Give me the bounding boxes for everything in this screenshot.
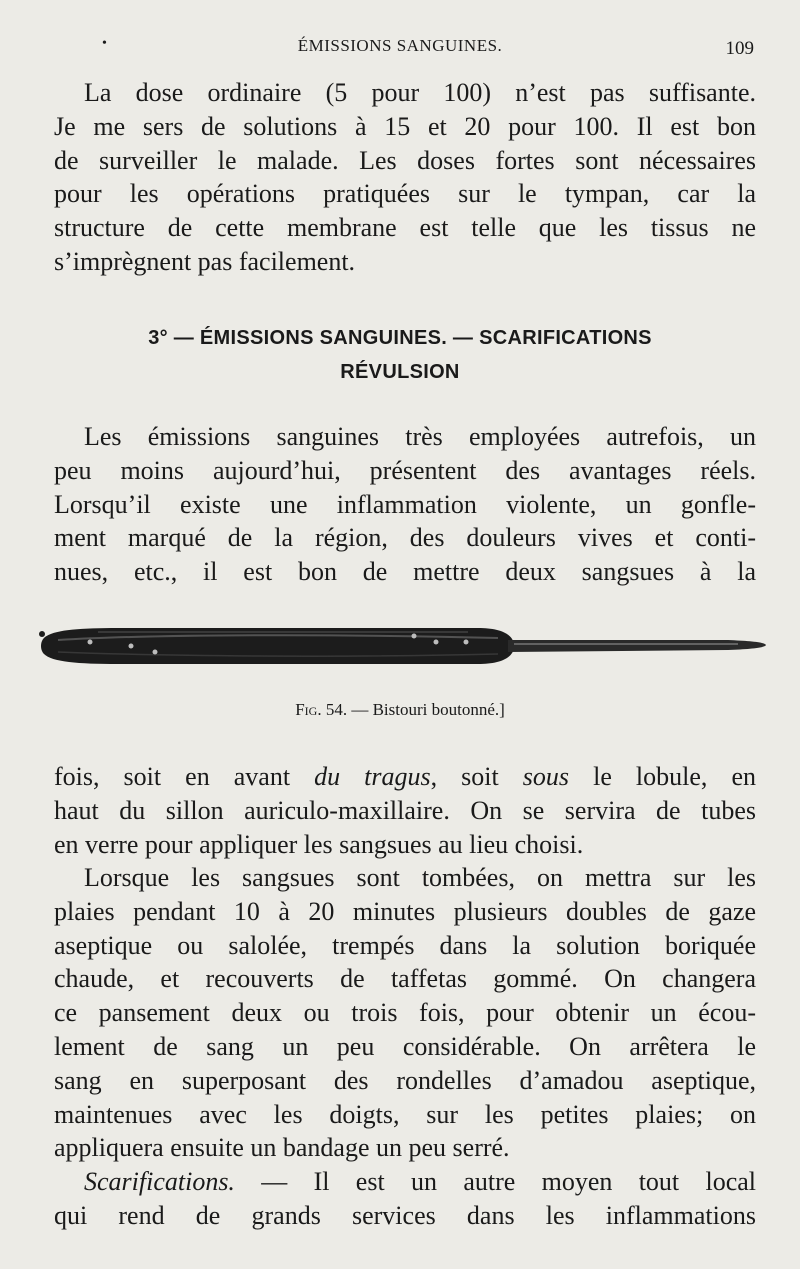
scalpel-illustration [38,620,770,674]
italic-text: du tragus [314,762,431,791]
italic-text: sous [522,762,570,791]
text-line: aseptique ou salolée, trempés dans la solution boriquée [54,930,756,960]
text-run: le lobule, en [569,762,756,791]
text-line: de surveiller le malade. Les doses fortes sont nécessaires [54,145,756,175]
text-line [54,1165,756,1199]
figure-caption-text: — Bistouri boutonné.] [351,700,505,719]
text-line: qui rend de grands services dans les inflammations [54,1200,756,1230]
text-line: chaude, et recouverts de taffetas gommé. On changera [54,964,756,994]
text-line: maintenues avec les doigts, sur les petites plaies; on [54,1099,756,1129]
running-head [0,36,800,60]
text-line: Les émissions sanguines très employées autrefois, un [84,422,756,451]
text-line: ment marqué de la région, des douleurs vives et conti- [54,523,756,553]
text-line: appliquera ensuite un bandage un peu serré. [54,1133,510,1163]
section-heading-line-2: RÉVULSION [340,361,460,383]
text-line: structure de cette membrane est telle que les tissus ne [54,213,756,243]
text-line: peu moins aujourd’hui, présentent des avantages réels. [54,455,756,485]
paragraph-dose [54,76,756,279]
text-run: — Il est un autre moyen tout local [234,1167,756,1196]
figure-caption [0,700,800,720]
text-line: en verre pour appliquer les sangsues au lieu choisi. [54,829,584,859]
text-run: fois, soit en avant [54,762,315,791]
text-line: haut du sillon auriculo-maxillaire. On se servira de tubes [54,795,756,825]
figure-number: Fig. 54. [295,700,348,719]
text-line: lement de sang un peu considérable. On arrêtera le [54,1031,756,1061]
paragraph-leech-placement [54,760,756,861]
italic-text: Scarifications. [84,1167,235,1196]
paragraph-leeches-fallen [54,861,756,1165]
text-line: Lorsqu’il existe une inflammation violente, un gonfle- [54,489,756,519]
text-run: , soit [430,762,523,791]
text-line: plaies pendant 10 à 20 minutes plusieurs doubles de gaze [54,896,756,926]
text-line: sang en superposant des rondelles d’amadou aseptique, [54,1065,756,1095]
running-title: ÉMISSIONS SANGUINES. [297,36,503,55]
text-line [54,760,756,794]
text-line: nues, etc., il est bon de mettre deux sangsues à la [54,557,756,587]
paragraph-scarifications [54,1165,756,1233]
text-line: ce pansement deux ou trois fois, pour obtenir un écou- [54,998,756,1028]
paragraph-emissions [54,420,756,589]
text-line: La dose ordinaire (5 pour 100) n’est pas suffisante. [84,78,756,107]
text-line: s’imprègnent pas facilement. [54,246,356,276]
scalpel-icon [38,620,770,674]
text-line: Je me sers de solutions à 15 et 20 pour 100. Il est bon [54,111,756,141]
page-number: 109 [725,38,754,59]
text-line: Lorsque les sangsues sont tombées, on mettra sur les [84,863,756,892]
text-line: pour les opérations pratiquées sur le tympan, car la [54,179,756,209]
section-heading-line-1: 3° — ÉMISSIONS SANGUINES. — SCARIFICATIONS [148,327,652,349]
ink-dot: • [102,36,107,51]
